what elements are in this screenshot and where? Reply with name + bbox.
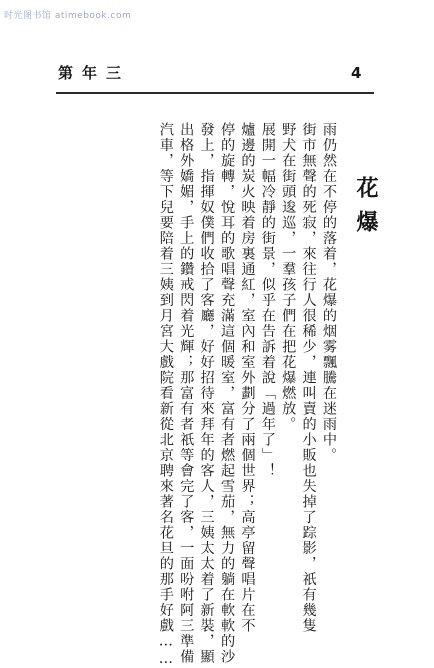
title-gap <box>341 122 349 668</box>
article-title: 花爆 <box>353 176 379 244</box>
watermark: 时光图书馆 atimebook.com <box>4 11 132 21</box>
header-rule <box>56 92 374 94</box>
article-body <box>157 122 378 668</box>
text-column: 爐邊的炭火映着房裏通紅，室內和室外劃分了兩個世界；高亭留聲唱片在不 <box>239 122 256 634</box>
page-header <box>0 0 434 100</box>
text-column: 汽車，等下兒要陪着三姨到月宮大戲院看新從北京聘來著名花旦的那手好戲…… <box>157 122 174 668</box>
running-head: 第年三 <box>58 64 131 82</box>
text-column: 發上，指揮奴僕們收拾了客廳，好好招待來拜年的客人，三姨太太着了新裝，顯 <box>198 122 215 665</box>
text-column: 停的旋轉，悅耳的歌唱聲充滿這個暖室，富有者燃起雪茄，無力的躺在軟軟的沙 <box>219 122 236 665</box>
page-number: 4 <box>351 64 362 82</box>
text-column: 街市無聲的死寂，來往行人很稀少，連叫賣的小販也失掉了踪影，祇有幾隻 <box>300 122 317 634</box>
text-column: 展開一幅冷靜的街景，似乎在告訴着說「過年了」！ <box>259 122 276 479</box>
text-column: 雨仍然在不停的落着，花爆的烟雾飄騰在迷雨中。 <box>321 122 337 463</box>
text-column: 出格外嬌媚，手上的鑽戒閃着光輝；那富有者祇等會完了客，一面吩咐阿三準備 <box>178 122 195 665</box>
text-column: 野犬在街頭逡巡，一羣孩子們在把花爆燃放。 <box>280 122 297 432</box>
